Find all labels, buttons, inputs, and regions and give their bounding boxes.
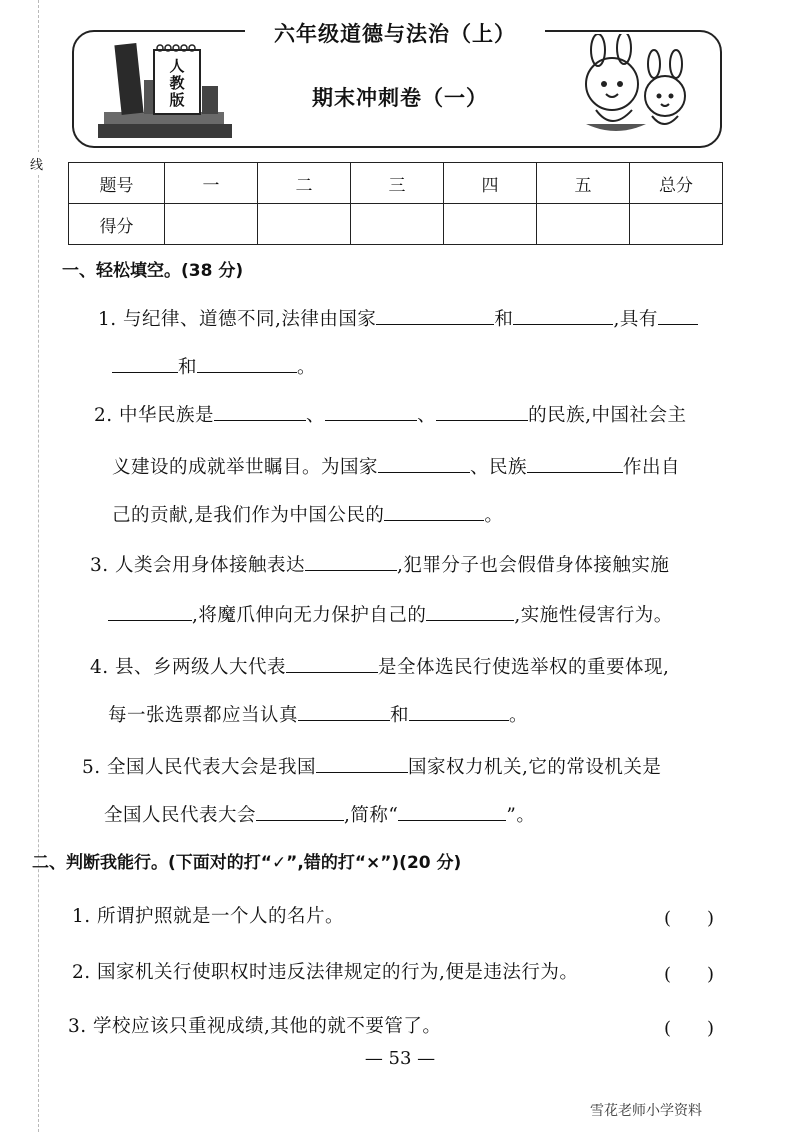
answer-blank[interactable] bbox=[197, 352, 297, 373]
question-5-line-2: 全国人民代表大会 ,简称“ ”。 bbox=[104, 800, 535, 827]
question-1-line-2: 和 。 bbox=[112, 352, 316, 379]
score-entry-cell[interactable] bbox=[630, 204, 723, 245]
answer-blank[interactable] bbox=[112, 352, 178, 373]
binding-margin-char: 线 bbox=[30, 152, 43, 175]
judgement-item-3: 3. 学校应该只重视成绩,其他的就不要管了。 bbox=[68, 1016, 442, 1037]
table-header-row bbox=[69, 163, 723, 204]
answer-blank[interactable] bbox=[286, 652, 378, 673]
question-1-line-1: 1. 与纪律、道德不同,法律由国家 和 ,具有 bbox=[98, 304, 698, 331]
answer-blank[interactable] bbox=[325, 400, 417, 421]
answer-paren[interactable]: ( ) bbox=[664, 1018, 715, 1039]
book-label: 人教版 bbox=[169, 57, 185, 109]
score-table bbox=[68, 162, 723, 245]
question-5-line-1: 5. 全国人民代表大会是我国 国家权力机关,它的常设机关是 bbox=[82, 752, 661, 779]
answer-blank[interactable] bbox=[316, 752, 408, 773]
score-entry-cell[interactable] bbox=[165, 204, 258, 245]
table-cell: 三 bbox=[351, 163, 444, 204]
answer-paren[interactable]: ( ) bbox=[664, 908, 715, 929]
answer-blank[interactable] bbox=[513, 304, 613, 325]
answer-blank[interactable] bbox=[658, 304, 698, 325]
table-score-row bbox=[69, 204, 723, 245]
page-number: — 53 — bbox=[364, 1048, 436, 1069]
judgement-item-2: 2. 国家机关行使职权时违反法律规定的行为,便是违法行为。 bbox=[72, 962, 579, 983]
question-2-line-3: 己的贡献,是我们作为中国公民的 。 bbox=[112, 500, 503, 527]
answer-blank[interactable] bbox=[305, 550, 397, 571]
score-entry-cell[interactable] bbox=[444, 204, 537, 245]
watermark: 雪花老师小学资料 bbox=[590, 1103, 702, 1119]
judgement-item-1: 1. 所谓护照就是一个人的名片。 bbox=[72, 906, 345, 927]
answer-paren[interactable]: ( ) bbox=[664, 964, 715, 985]
section2-heading: 二、判断我能行。(下面对的打“✓”,错的打“×”)(20 分) bbox=[32, 853, 462, 873]
table-cell: 二 bbox=[258, 163, 351, 204]
question-4-line-2: 每一张选票都应当认真 和 。 bbox=[108, 700, 528, 727]
table-cell: 一 bbox=[165, 163, 258, 204]
question-3-line-1: 3. 人类会用身体接触表达 ,犯罪分子也会假借身体接触实施 bbox=[90, 550, 669, 577]
answer-blank[interactable] bbox=[384, 500, 484, 521]
table-cell: 总分 bbox=[630, 163, 723, 204]
score-entry-cell[interactable] bbox=[537, 204, 630, 245]
answer-blank[interactable] bbox=[214, 400, 306, 421]
children-illustration bbox=[574, 34, 692, 138]
answer-blank[interactable] bbox=[409, 700, 509, 721]
page-subtitle: 期末冲刺卷（一） bbox=[312, 85, 488, 110]
table-cell: 四 bbox=[444, 163, 537, 204]
table-cell: 五 bbox=[537, 163, 630, 204]
answer-blank[interactable] bbox=[256, 800, 344, 821]
page-title: 六年级道德与法治（上） bbox=[274, 21, 516, 46]
answer-blank[interactable] bbox=[376, 304, 494, 325]
table-cell: 得分 bbox=[69, 204, 165, 245]
section1-heading: 一、轻松填空。(38 分) bbox=[62, 261, 244, 281]
answer-blank[interactable] bbox=[378, 452, 470, 473]
score-entry-cell[interactable] bbox=[351, 204, 444, 245]
answer-blank[interactable] bbox=[527, 452, 623, 473]
answer-blank[interactable] bbox=[436, 400, 528, 421]
question-2-line-1: 2. 中华民族是 、 、 的民族,中国社会主 bbox=[94, 400, 686, 427]
answer-blank[interactable] bbox=[398, 800, 506, 821]
answer-blank[interactable] bbox=[108, 600, 192, 621]
score-entry-cell[interactable] bbox=[258, 204, 351, 245]
question-2-line-2: 义建设的成就举世瞩目。为国家 、民族 作出自 bbox=[112, 452, 680, 479]
answer-blank[interactable] bbox=[426, 600, 514, 621]
table-cell: 题号 bbox=[69, 163, 165, 204]
answer-blank[interactable] bbox=[298, 700, 390, 721]
question-3-line-2: ,将魔爪伸向无力保护自己的 ,实施性侵害行为。 bbox=[108, 600, 673, 627]
question-4-line-1: 4. 县、乡两级人大代表 是全体选民行使选举权的重要体现, bbox=[90, 652, 669, 679]
